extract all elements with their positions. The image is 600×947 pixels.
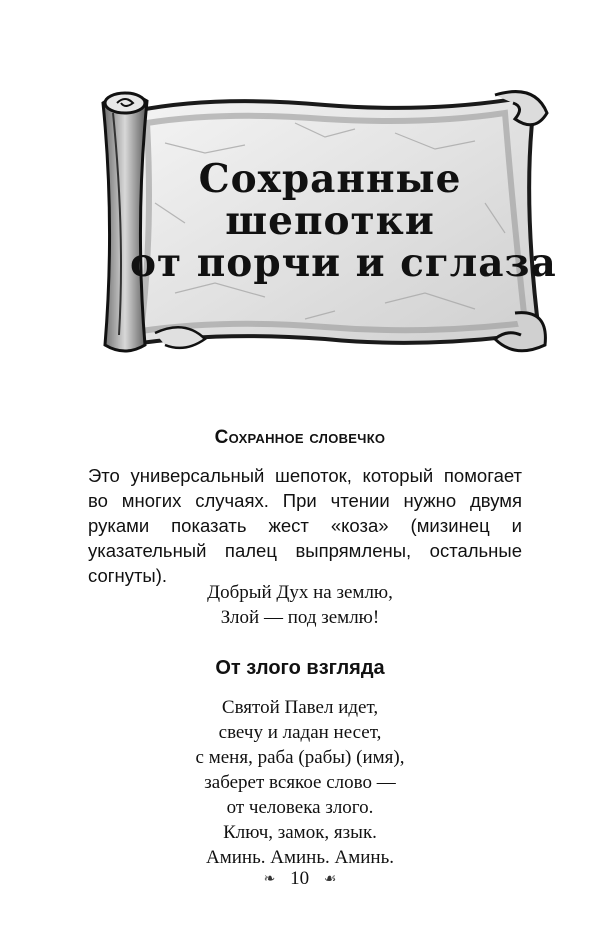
scroll-title-line-2: шепотки	[225, 198, 435, 244]
verse-line: Святой Павел идет,	[221, 697, 379, 718]
verse-line: от человека злого.	[226, 797, 374, 818]
verse-line: с меня, раба (рабы) (имя),	[195, 747, 405, 768]
scroll-title-line-1: Сохранные	[198, 156, 462, 202]
verse-line: Злой — под землю!	[220, 607, 380, 628]
verse-line: свечу и ладан несет,	[218, 722, 382, 743]
verse-line: заберет всякое слово —	[204, 772, 396, 793]
section-heading-2: От злого взгляда	[215, 657, 385, 679]
verse-line: Аминь. Аминь. Аминь.	[206, 847, 394, 868]
page-footer	[0, 868, 600, 890]
verse-line: Добрый Дух на землю,	[207, 582, 393, 603]
intro-paragraph: Это универсальный шепоток, который помогает во многих случаях. При чтении нужно двумя руками показать жест «коза» (мизинец и указательный палец выпрямлены, остальные согнуты).	[88, 465, 522, 586]
verse-2	[0, 695, 600, 870]
scroll-title-line-3: от порчи и сглаза	[130, 240, 557, 286]
verse-line: Ключ, замок, язык.	[223, 822, 377, 843]
ornament-right-icon: ☙	[323, 872, 337, 887]
ornament-left-icon: ❧	[263, 872, 276, 887]
section-heading-1: Сохранное словечко	[214, 427, 386, 448]
scroll-title	[130, 156, 557, 286]
page-number: 10	[290, 868, 310, 889]
verse-1	[0, 580, 600, 630]
